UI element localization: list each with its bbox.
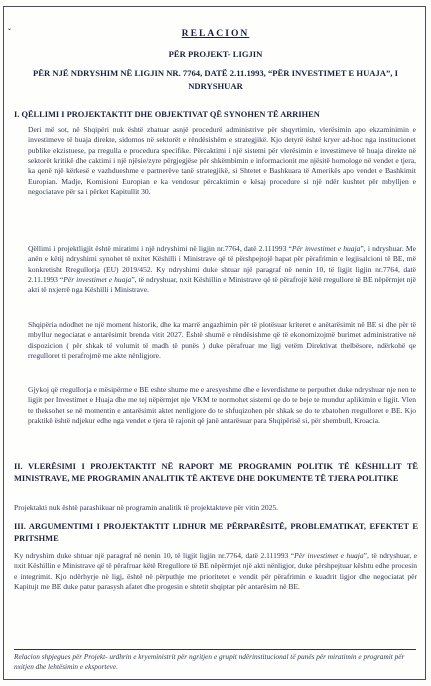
- section-1-paragraph-2: Qëllimi i projektligjit është miratimi i një ndryshimi në ligjin nr.7764, datë 2.111993 “Për investimet e huaja”, i ndryshuar. Me anën e këtij ndryshimi synohet të nxitet Këshilli i Ministrave që të përshpejtojë hapat për përafrimin e legjisalcioni të BE, më konkretisht Rregullorja (EU) 2019/452. Ky ndryshimi duke shtuar një paragraf në nenin 10, të ligjit ligjin nr.7764, datë 2.11.1993 “Për investimet e huaja”, të ndryshuar, nxit Këshillin e Ministrave që të përafrojë këtë rregullore të BE nëpërmjet një akti të nxjerrë nga Këshilli i Ministrave.: [28, 244, 416, 295]
- section-1-paragraph-3: Shqipëria ndodhet ne një moment historik, dhe ka marrë angazhimin për të plotësuar kriteret e anëtarësimit në BE si dhe për të mbyllur negociatat e antarësimit brenda vitit 2027. Është shumë e rëndësishme që të ekonomizojmë burimet administrative në dispozicion ( për shkak të volumit të madh të punës ) duke përafruar me ligj vetëm Direktivat thelbësore, ndërkohë qe rregulloret ti perafrojmë me akte nënligjore.: [28, 320, 416, 361]
- top-mark: ˇ: [8, 27, 11, 37]
- section-2-heading: II. VLERËSIMI I PROJEKTAKTIT NË RAPORT ME PROGRAMIN POLITIK TË KËSHILLIT TË MINISTRAVE, ME PROGRAMIN ANALITIK TË AKTEVE DHE DOKUMENTE TË TJERA POLITIKE: [14, 462, 418, 484]
- document-heading: RELACION: [181, 28, 250, 39]
- section-3-paragraph-1: Ky ndryshim duke shtuar një paragraf në nenin 10, të ligjit ligjin nr.7764, datë 2.111993 “Për investimet e huaja”, të ndryshuar, e nxit Këshillin e Ministrave që të përafruar këtë Rregullore të BE nëpërmjet një akti nënligjor, duke përshpejtuar kështu edhe procesin e integrimit. Kjo ndërhyrje në ligj, është në përputhje me prioritetet e vendit për përafrimin e kuadrit ligjor dhe negociatat për Kapitujt me BE duke patur parasysh afatet dhe progesin e shtetit shqiptar për antarësim në BE.: [14, 551, 417, 592]
- section-1-paragraph-1: Deri më sot, në Shqipëri nuk është zbatuar asnjë procedurë administrive për shqyrtimin, vlerësimin apo ekzaminimin e investimeve të huaja direkte, sidomos në sektorët e rëndësishëm e strategjikë. Kjo detyrë është kryer ad-hoc nga institucionet publike ekzistuese, pa rregulla e procedura specifike. Përcaktimi i një sistemi për vlerësimin e investimeve të huaja direkte në sektorët kritikë dhe caktimi i një njësie/zyre përgjegjëse për shkëmbimin e informacionit me njësitë homologe në vendet e tjera, ka qenë një kërkesë e vazhdueshme e partnerëve tanë strategjikë, si Shtetet e Bashkuara të Amerikës apo vendet e Bashkimit Europian. Madje, Komisioni Europian e ka vendosur përcaktimin e kësaj procedure si një ndër kushtet për mbylljen e negociatave për sa i përket Kapitullit 30.: [28, 125, 416, 197]
- footer-divider: [14, 649, 416, 650]
- section-1-heading: I. QËLLIMI I PROJEKTAKTIT DHE OBJEKTIVAT QË SYNOHEN TË ARRIHEN: [14, 110, 320, 119]
- document-subheading: PËR PROJEKT- LIGJIN: [168, 49, 263, 59]
- section-2-paragraph-1: Projektakti nuk është parashikuar në programin analitik të projektakteve për vitin 2025.: [14, 503, 279, 512]
- page-footer: Relacion shpjegues për Projekt- urdhrin e kryeministrit për ngritjen e grupit ndërinstitucional të punës për miratimin e programit për nxitjen dhe lehtësimin e eksporteve.: [14, 652, 405, 671]
- section-3-heading: III. ARGUMENTIMI I PROJEKTAKTIT LIDHUR ME PËRPARËSITË, PROBLEMATIKAT, EFEKTET E PRITSHME: [14, 522, 418, 544]
- section-1-paragraph-4: Gjykoj që rregullorja e mësipërme e BE eshte shume me e aresyeshme dhe e leverdishme te perputhet duke ndryshuar nje nen te ligjit per Investimet e Huaja dhe me tej nëpërmjet nje VKM te normohet sistemi qe do te beje te mundur aplikimin e ligjit. Vlen te theksohet se në momentin e antarësimit aktet nenligjore do te shfuqizohen për shkak se do te zbatohen rregulloret e BE. Kjo praktikë është ndjekur edhe nga vendet e tjera të rajonit që janë antarësuar para Shqipërisë si, për shembull, Kroacia.: [28, 385, 416, 426]
- document-title: PËR NJË NDRYSHIM NË LIGJIN NR. 7764, DATË 2.11.1993, “PËR INVESTIMET E HUAJA”, I NDRYSHUAR: [33, 68, 398, 91]
